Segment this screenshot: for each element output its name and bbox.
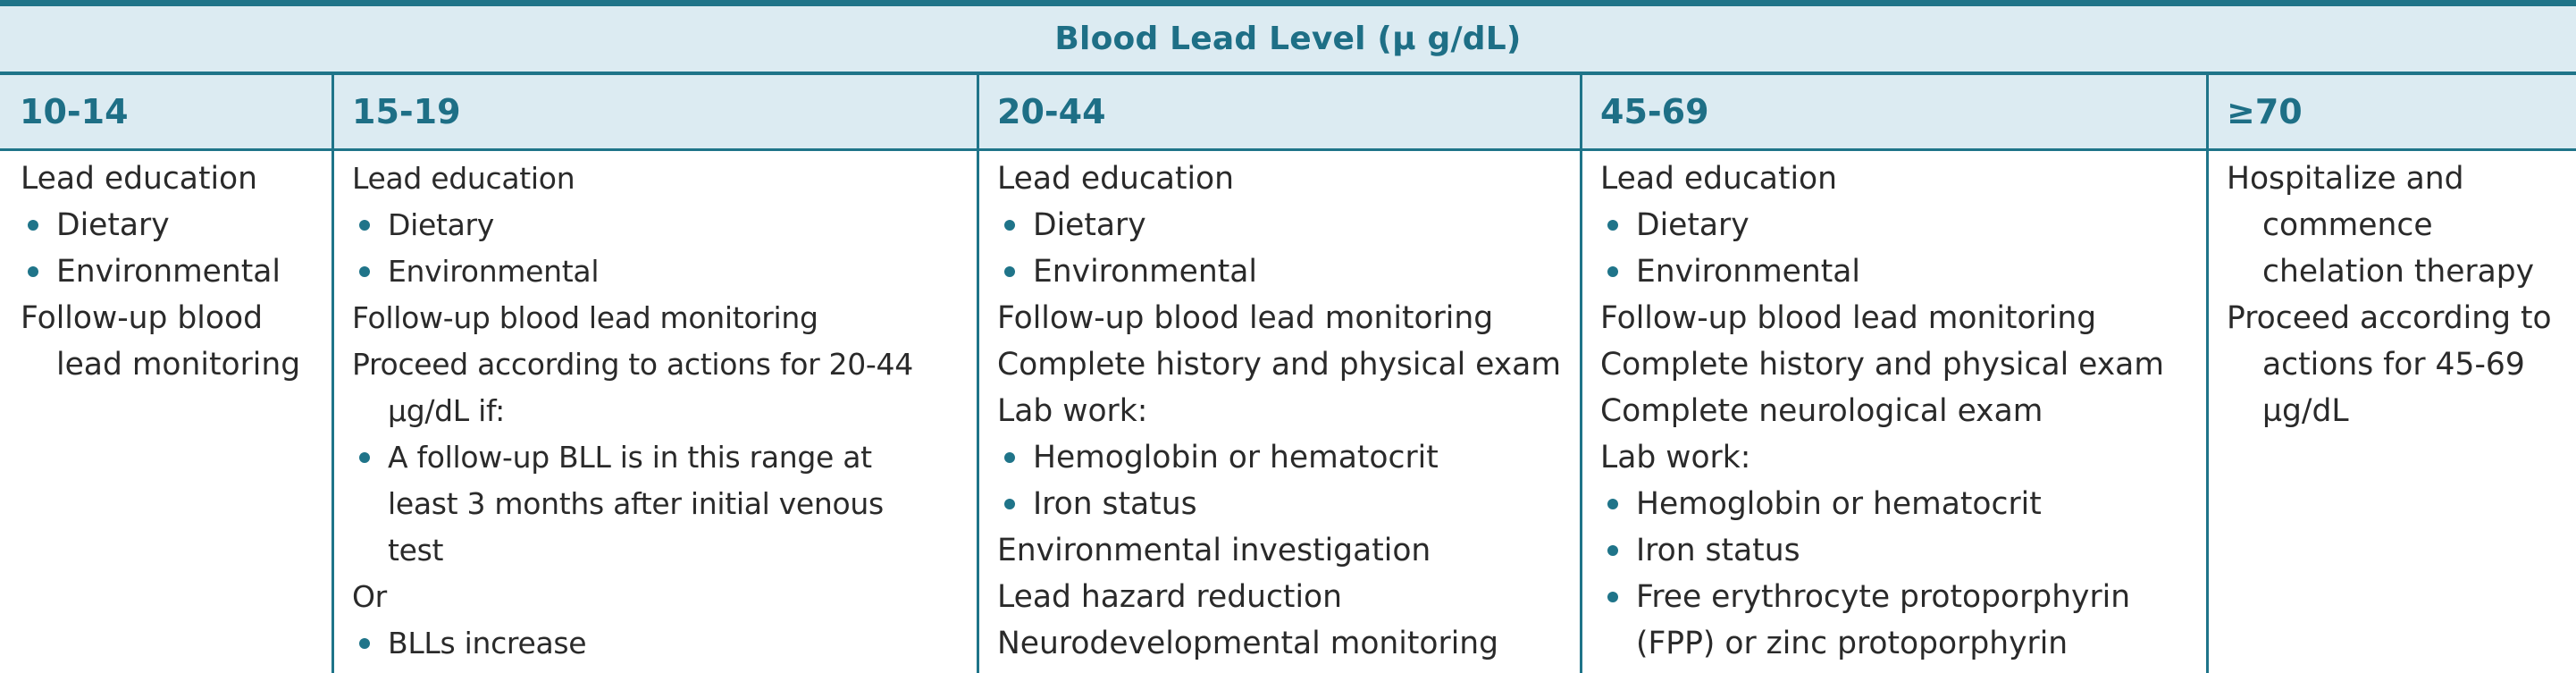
bullet-item: Dietary (997, 202, 1571, 248)
table-cell-line: Environmental investigation (997, 533, 1431, 568)
table-top-rule (0, 0, 2576, 6)
table-cell-line: Lead education (21, 161, 258, 197)
table-cell-line: Proceed according to actions for 20-44 (352, 347, 913, 382)
table-cell-line: commence (2262, 207, 2433, 243)
bullet-item: Environmental (21, 248, 323, 295)
column-header-45-69: 45-69 (1600, 92, 1709, 131)
column-body-20-44 (979, 156, 1580, 667)
table-cell-line: µg/dL (2262, 393, 2349, 429)
column-header-15-19: 15-19 (352, 92, 461, 131)
table-cell-line: Complete history and physical exam (1600, 347, 2164, 383)
table-cell-line: Or (352, 579, 387, 614)
table-cell-line: Lead education (1600, 161, 1838, 197)
column-body-10-14 (0, 156, 331, 388)
bullet-item: A follow-up BLL is in this range at (352, 434, 968, 481)
table-cell-line: (FPP) or zinc protoporphyrin (1636, 626, 2068, 661)
bullet-item: Hemoglobin or hematocrit (1600, 481, 2197, 527)
table-cell-line: Lead hazard reduction (997, 579, 1343, 615)
table-cell-line: least 3 months after initial venous (388, 486, 884, 521)
table-cell-line: Follow-up blood lead monitoring (997, 300, 1494, 336)
bullet-item: Dietary (352, 202, 968, 248)
header-divider (0, 148, 2576, 151)
table-cell-line: Follow-up blood (21, 300, 263, 336)
bullet-item: Environmental (352, 248, 968, 295)
table-cell-line: lead monitoring (56, 347, 301, 383)
column-body-70-plus (2209, 156, 2576, 434)
table-cell-line: Lead education (997, 161, 1235, 197)
bullet-item: Environmental (1600, 248, 2197, 295)
table-cell-line: Complete history and physical exam (997, 347, 1561, 383)
bullet-item: Free erythrocyte protoporphyrin (1600, 574, 2197, 620)
table-title: Blood Lead Level (µ g/dL) (1054, 20, 1522, 57)
bullet-item: Iron status (1600, 527, 2197, 574)
bullet-item: Iron status (997, 481, 1571, 527)
bullet-item: BLLs increase (352, 620, 968, 667)
column-header-20-44: 20-44 (997, 92, 1106, 131)
bullet-item: Dietary (21, 202, 323, 248)
table-cell-line: Follow-up blood lead monitoring (1600, 300, 2097, 336)
bullet-item: Dietary (1600, 202, 2197, 248)
table-cell-line: Hospitalize and (2227, 161, 2464, 197)
table-cell-line: Lab work: (997, 393, 1148, 429)
table-cell-line: actions for 45-69 (2262, 347, 2525, 383)
table-cell-line: test (388, 533, 444, 568)
table-cell-line: µg/dL if: (388, 393, 505, 428)
column-body-15-19 (334, 156, 977, 667)
table-cell-line: Complete neurological exam (1600, 393, 2043, 429)
column-body-45-69 (1582, 156, 2206, 667)
column-header-70-plus: ≥70 (2227, 92, 2303, 131)
table-cell-line: chelation therapy (2262, 254, 2535, 290)
table-cell-line: Proceed according to (2227, 300, 2552, 336)
column-header-10-14: 10-14 (20, 92, 129, 131)
bullet-item: Environmental (997, 248, 1571, 295)
table-cell-line: Follow-up blood lead monitoring (352, 300, 818, 335)
table-cell-line: Lab work: (1600, 440, 1751, 475)
table-title-band (0, 6, 2576, 72)
bullet-item: Hemoglobin or hematocrit (997, 434, 1571, 481)
table-cell-line: Lead education (352, 161, 575, 196)
table-cell-line: Neurodevelopmental monitoring (997, 626, 1499, 661)
